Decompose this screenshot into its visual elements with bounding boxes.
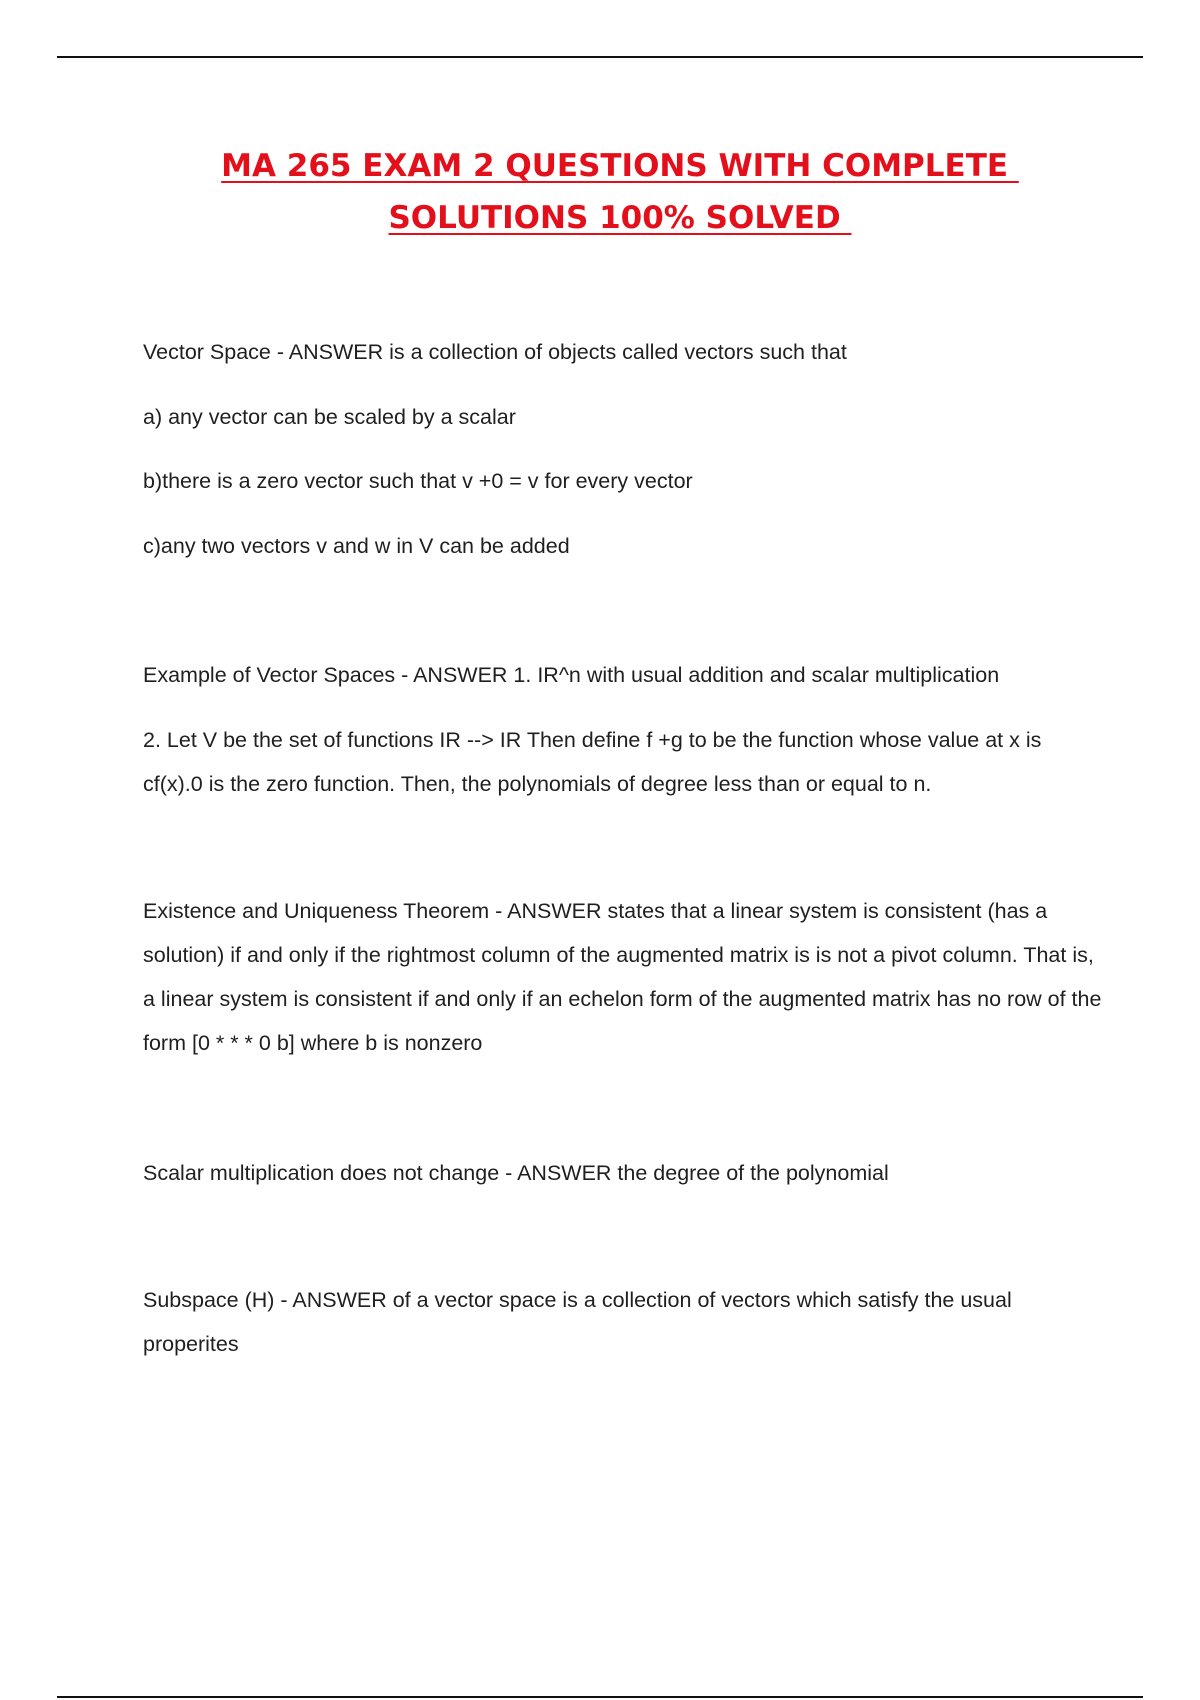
top-rule — [57, 56, 1143, 58]
paragraph-scalar-multiplication: Scalar multiplication does not change - ANSWER the degree of the polynomial — [143, 1161, 889, 1185]
title-line-2: SOLUTIONS 100% SOLVED — [388, 200, 852, 236]
document-title — [0, 140, 1200, 244]
paragraph-example-vector-spaces: Example of Vector Spaces - ANSWER 1. IR^n with usual addition and scalar multiplication — [143, 663, 1000, 687]
paragraph-existence-uniqueness: Existence and Uniqueness Theorem - ANSWER states that a linear system is consistent (has a solution) if and only if the rightmost column of the augmented matrix is is not a pivot column. That is, a linear system is consistent if and only if an echelon form of the augmented matrix has no row of the form [0 * * * 0 b] where b is nonzero — [143, 899, 1102, 1055]
bottom-rule — [57, 1696, 1143, 1698]
paragraph-functions-example: 2. Let V be the set of functions IR --> IR Then define f +g to be the function whose value at x is cf(x).0 is the zero function. Then, the polynomials of degree less than or equal to n. — [143, 728, 1042, 796]
title-line-1: MA 265 EXAM 2 QUESTIONS WITH COMPLETE — [221, 148, 1019, 184]
paragraph-vector-space: Vector Space - ANSWER is a collection of objects called vectors such that — [143, 340, 847, 364]
paragraph-item-c: c)any two vectors v and w in V can be added — [143, 534, 570, 558]
paragraph-subspace: Subspace (H) - ANSWER of a vector space is a collection of vectors which satisfy the usual properites — [143, 1288, 1012, 1356]
paragraph-item-a: a) any vector can be scaled by a scalar — [143, 405, 516, 429]
paragraph-item-b: b)there is a zero vector such that v +0 = v for every vector — [143, 469, 693, 493]
